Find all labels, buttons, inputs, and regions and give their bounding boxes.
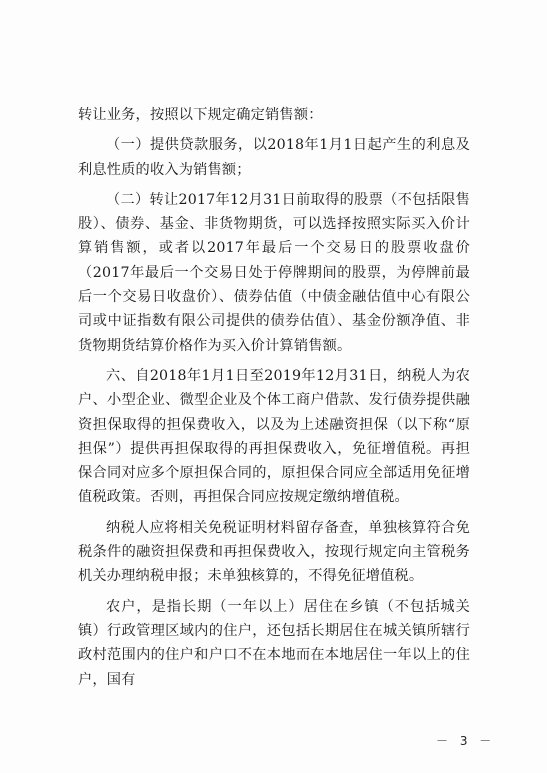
paragraph-taxpayer-records: 纳税人应将相关免税证明材料留存备查，单独核算符合免税条件的融资担保费和再担保费收入，按现行规定向主管税务机关办理纳税申报；未单独核算的，不得免征增值税。 [78,519,470,585]
paragraph-loan-service: （一）提供贷款服务，以2018年1月1日起产生的利息及利息性质的收入为销售额； [78,137,470,178]
paragraph-securities-transfer: （二）转让2017年12月31日前取得的股票（不包括限售股）、债券、基金、非货物期货，可以选择按照实际买入价计算销售额，或者以2017年最后一个交易日的股票收盘价（2017年最后一个交易日处于停牌期间的股票，为停牌前最后一个交易日收盘价）、债券估值（中债金融估值中心有限公司或中证指数有限公司提供的债券估值）、基金份额净值、非货物期货结算价格作为买入价计算销售额。 [78,191,470,354]
paragraph-guarantee-exemption: 六、自2018年1月1日至2019年12月31日，纳税人为农户、小型企业、微型企业及个体工商户借款、发行债券提供融资担保取得的担保费收入，以及为上述融资担保（以下称“原担保”）提供再担保取得的再担保费收入，免征增值税。再担保合同对应多个原担保合同的，原担保合同应全部适用免征增值税政策。否则，再担保合同应按规定缴纳增值税。 [78,367,470,506]
paragraph-farmer-definition: 农户，是指长期（一年以上）居住在乡镇（不包括城关镇）行政管理区域内的住户，还包括长期居住在城关镇所辖行政村范围内的住户和户口不在本地而在本地居住一年以上的住户，国有 [78,598,470,688]
document-body [78,103,470,692]
page-number: － 3 － [436,734,496,748]
paragraph-intro: 转让业务，按照以下规定确定销售额： [78,107,323,123]
